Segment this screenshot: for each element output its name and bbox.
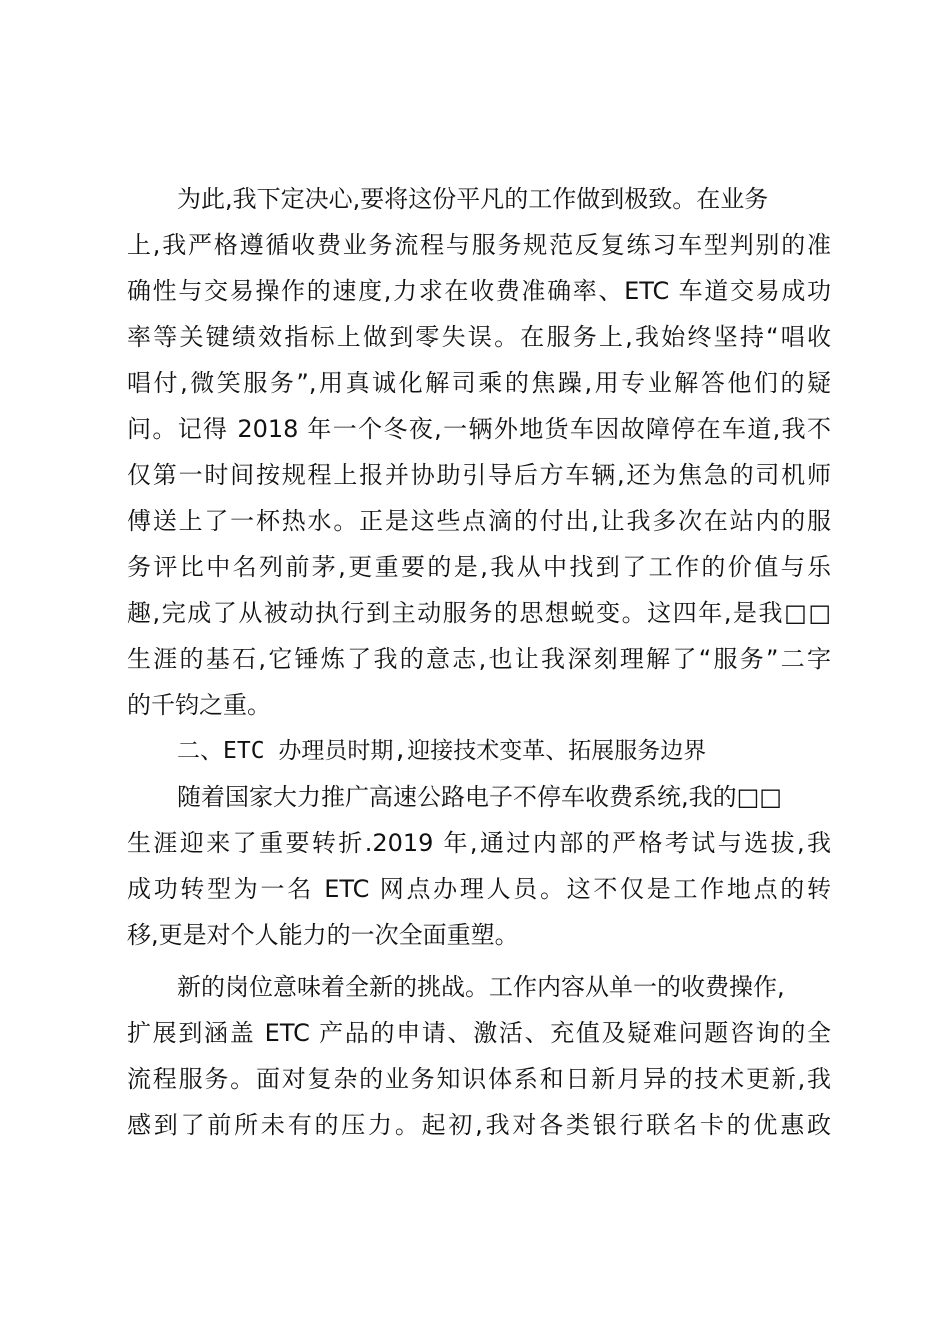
paragraph-1-line-8: 傅送上了一杯热水。正是这些点滴的付出,让我多次在站内的服 <box>127 507 831 535</box>
paragraph-2-line-4: 移,更是对个人能力的一次全面重塑。 <box>127 921 519 949</box>
document-body <box>127 176 831 1148</box>
paragraph-1-line-1: 为此,我下定决心,要将这份平凡的工作做到极致。在业务 <box>177 185 769 213</box>
paragraph-1-line-11: 生涯的基石,它锤炼了我的意志,也让我深刻理解了“服务”二字 <box>127 645 831 673</box>
section-heading: 二、ETC 办理员时期,迎接技术变革、拓展服务边界 <box>177 738 707 764</box>
paragraph-1-line-6: 问。记得 2018 年一个冬夜,一辆外地货车因故障停在车道,我不 <box>127 415 831 443</box>
paragraph-3-line-2: 扩展到涵盖 ETC 产品的申请、激活、充值及疑难问题咨询的全 <box>127 1019 831 1047</box>
paragraph-1-line-2: 上,我严格遵循收费业务流程与服务规范反复练习车型判别的准 <box>127 231 831 259</box>
paragraph-3-line-4: 感到了前所未有的压力。起初,我对各类银行联名卡的优惠政 <box>127 1111 831 1139</box>
paragraph-1-line-4: 率等关键绩效指标上做到零失误。在服务上,我始终坚持“唱收 <box>127 323 831 351</box>
paragraph-1-line-10: 趣,完成了从被动执行到主动服务的思想蜕变。这四年,是我□□ <box>127 599 831 627</box>
paragraph-2-line-1: 随着国家大力推广高速公路电子不停车收费系统,我的□□ <box>177 783 782 811</box>
paragraph-1-line-3: 确性与交易操作的速度,力求在收费准确率、ETC 车道交易成功 <box>127 277 831 305</box>
paragraph-3-line-3: 流程服务。面对复杂的业务知识体系和日新月异的技术更新,我 <box>127 1065 831 1093</box>
paragraph-1-line-9: 务评比中名列前茅,更重要的是,我从中找到了工作的价值与乐 <box>127 553 831 581</box>
paragraph-2-line-2: 生涯迎来了重要转折.2019 年,通过内部的严格考试与选拔,我 <box>127 829 831 857</box>
paragraph-1-line-7: 仅第一时间按规程上报并协助引导后方车辆,还为焦急的司机师 <box>127 461 831 489</box>
paragraph-3-line-1: 新的岗位意味着全新的挑战。工作内容从单一的收费操作, <box>177 973 785 1001</box>
paragraph-1-line-12: 的千钧之重。 <box>127 691 271 719</box>
paragraph-1-line-5: 唱付,微笑服务”,用真诚化解司乘的焦躁,用专业解答他们的疑 <box>127 369 831 397</box>
paragraph-2-line-3: 成功转型为一名 ETC 网点办理人员。这不仅是工作地点的转 <box>127 875 831 903</box>
